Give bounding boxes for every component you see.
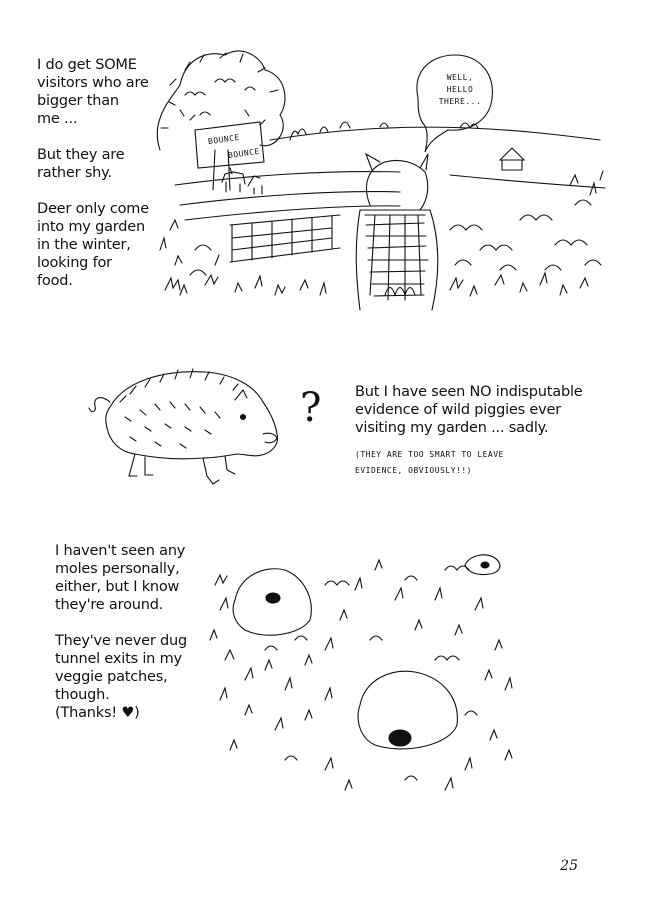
deer-narration: I do get SOME visitors who are bigger than me ... But they are rather shy. Deer only come into my garden in the winter, looking for food. — [37, 57, 149, 289]
deer-garden-illustration — [0, 0, 650, 330]
sfx-bounce-1: BOUNCE — [207, 132, 241, 147]
page-number: 25 — [560, 858, 578, 874]
moles-narration: I haven't seen any moles personally, either, but I know they're around. They've never dug tunnel exits in my veggie patches, though. (Thanks! ♥) — [55, 543, 188, 721]
sfx-bounce-2: BOUNCE — [227, 146, 261, 161]
molehills-illustration — [205, 540, 535, 820]
piggies-narration: But I have seen NO indisputable evidence of wild piggies ever visiting my garden ... sadly. — [355, 384, 583, 436]
speech-bubble-text: WELL, HELLO THERE... — [438, 73, 482, 106]
question-mark: ? — [300, 385, 322, 431]
wild-boar-illustration — [85, 362, 285, 492]
piggies-aside: (THEY ARE TOO SMART TO LEAVE EVIDENCE, OBVIOUSLY!!) — [355, 450, 504, 475]
